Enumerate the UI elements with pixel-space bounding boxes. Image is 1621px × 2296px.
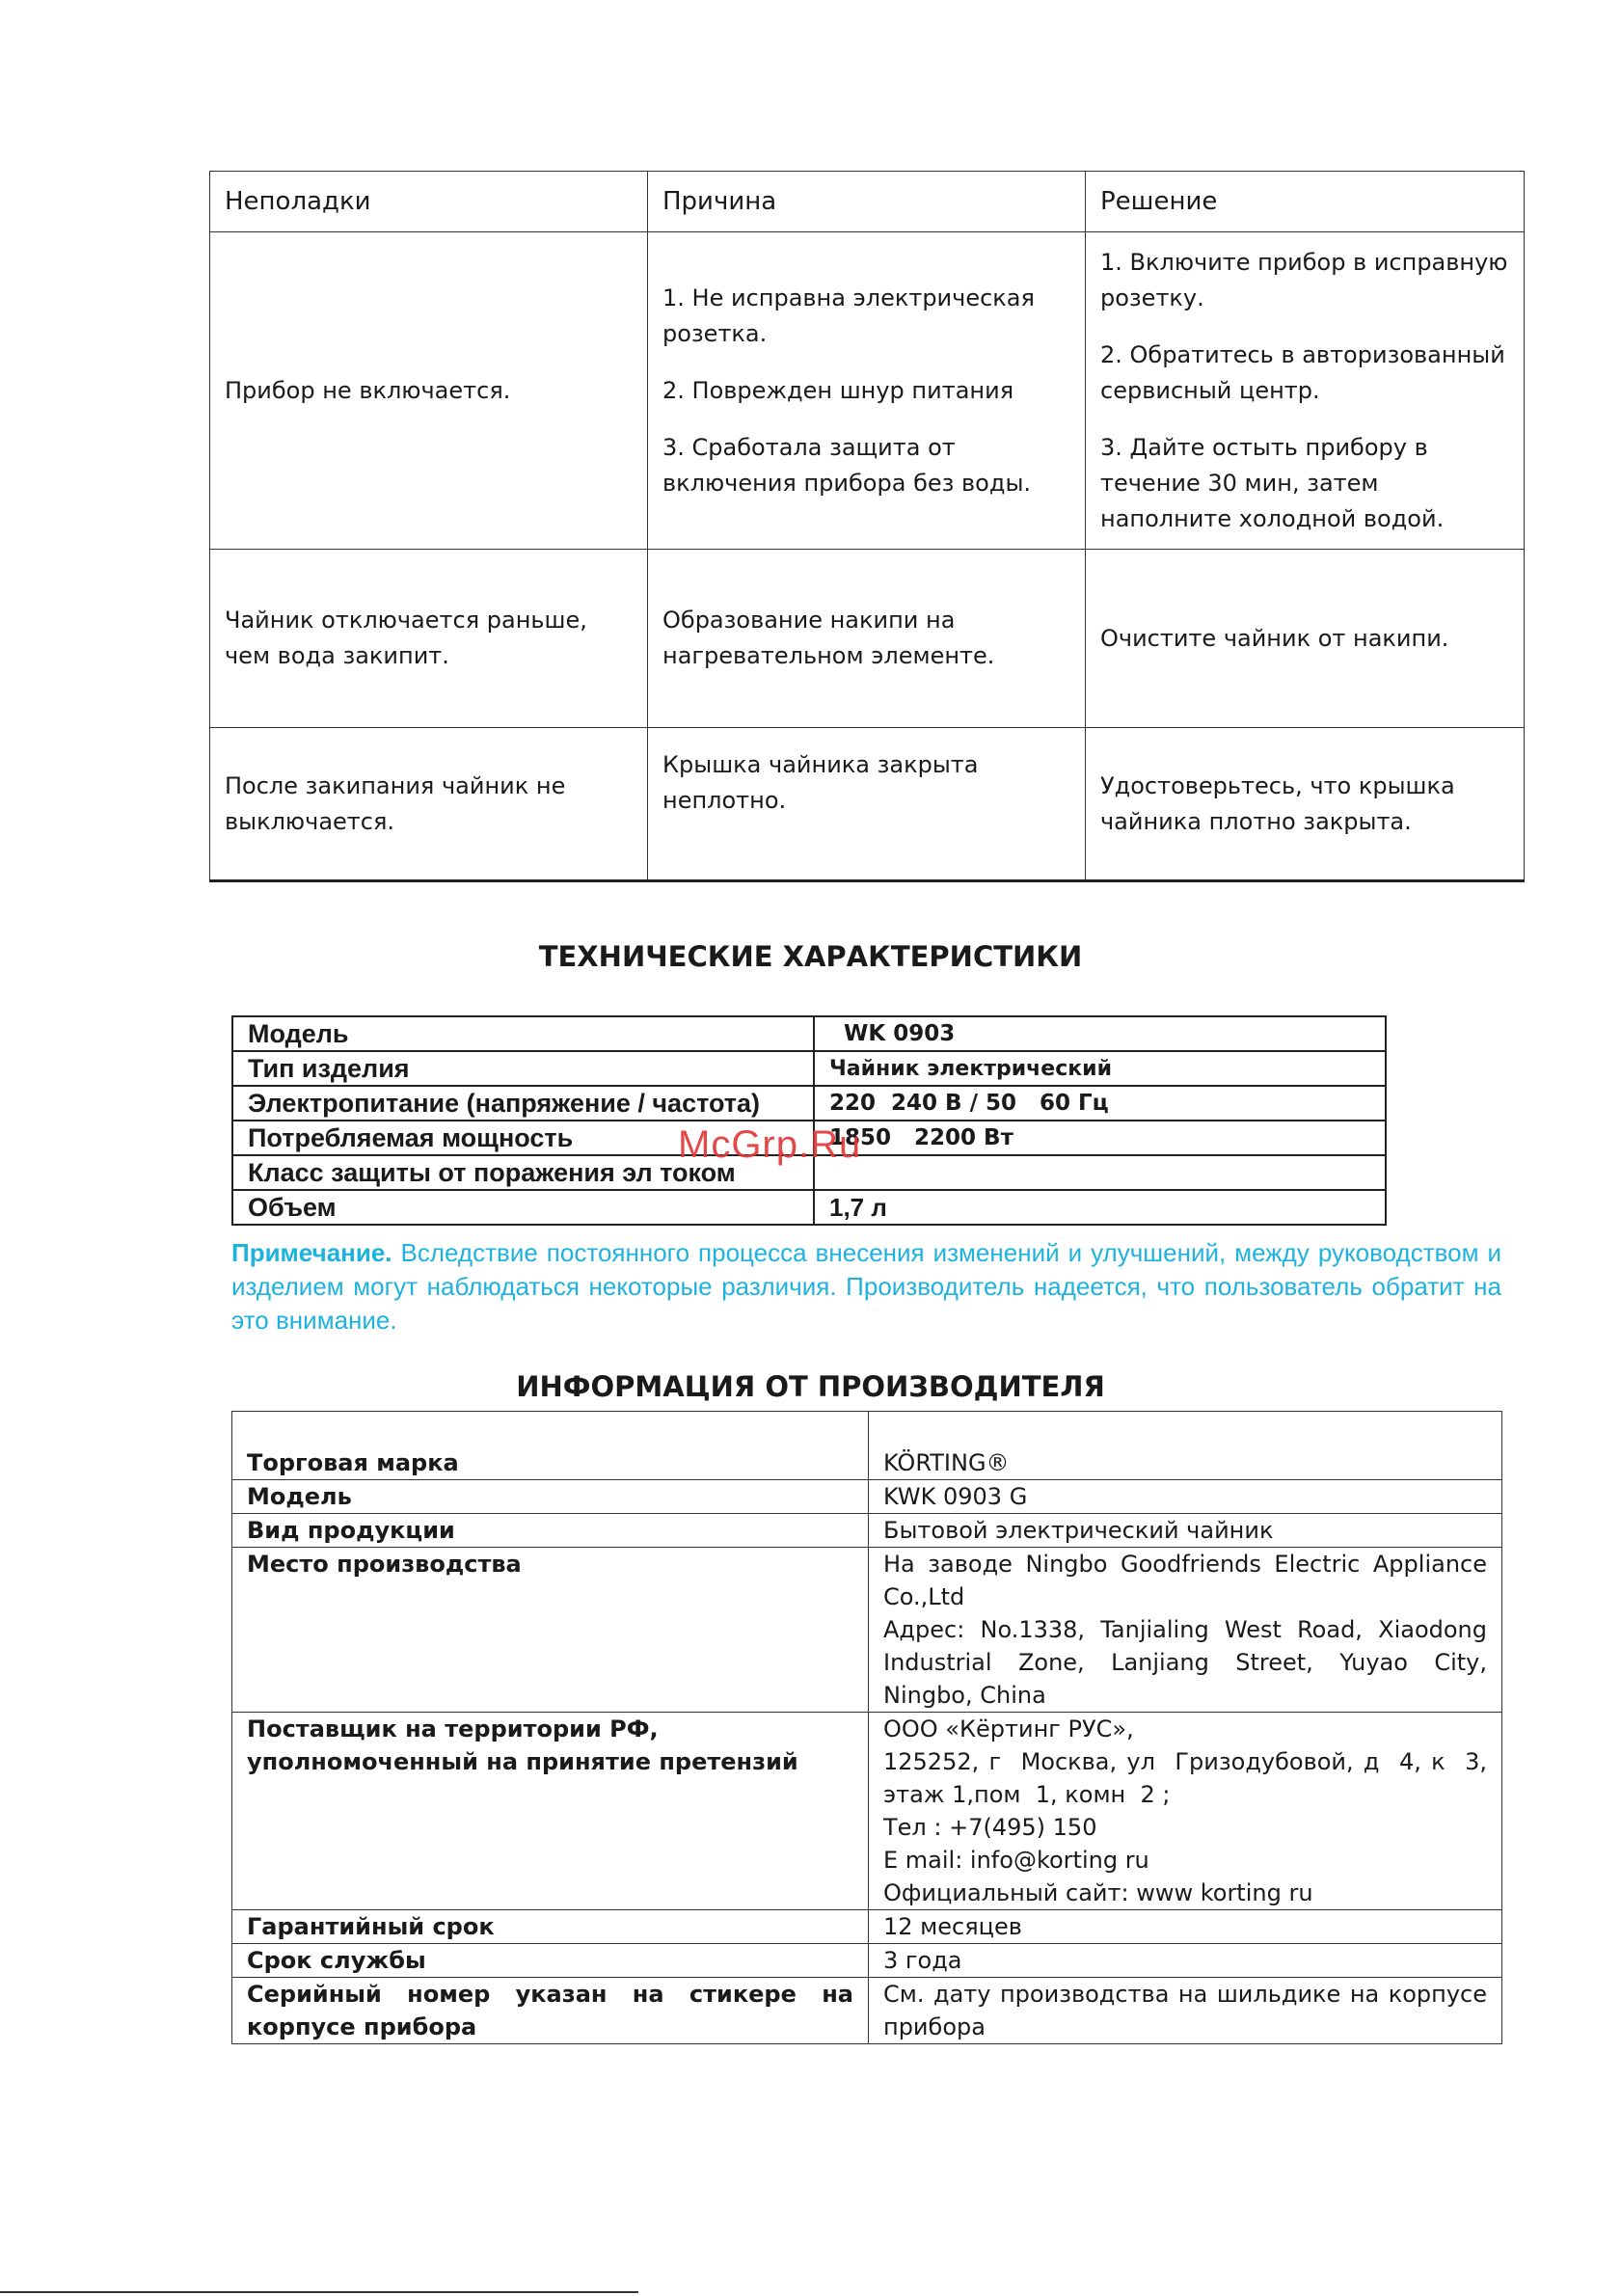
table-row — [210, 232, 1525, 550]
spec-label: Потребляемая мощность — [232, 1121, 814, 1155]
table-row — [232, 1016, 1386, 1051]
solution-cell — [1086, 232, 1525, 550]
specs-title: ТЕХНИЧЕСКИЕ ХАРАКТЕРИСТИКИ — [538, 940, 1083, 973]
spec-value: 220 240 В / 50 60 Гц — [814, 1086, 1386, 1121]
cause-item: 2. Поврежден шнур питания — [662, 376, 1014, 404]
info-value: 12 месяцев — [869, 1910, 1502, 1944]
specs-table — [231, 1015, 1387, 1226]
cause-text: Крышка чайника закрыта неплотно. — [662, 751, 979, 814]
table-header-row — [210, 172, 1525, 232]
spec-label: Модель — [232, 1016, 814, 1051]
info-value: 3 года — [869, 1944, 1502, 1978]
manufacturer-title: ИНФОРМАЦИЯ ОТ ПРОИЗВОДИТЕЛЯ — [516, 1370, 1105, 1403]
problem-cell — [210, 728, 648, 881]
table-row — [232, 1190, 1386, 1225]
spec-value: 1850 2200 Вт — [814, 1121, 1386, 1155]
info-label: Место производства — [232, 1548, 869, 1713]
info-line: E mail: info@korting ru — [883, 1847, 1149, 1874]
header-solution: Решение — [1086, 172, 1525, 232]
info-label: Серийный номер указан на стикере на корпусе прибора — [232, 1978, 869, 2044]
problem-cell — [210, 550, 648, 728]
table-row — [232, 1051, 1386, 1086]
cause-cell — [648, 728, 1086, 881]
table-row — [232, 1412, 1502, 1480]
table-row — [210, 550, 1525, 728]
solution-cell — [1086, 550, 1525, 728]
info-label: Срок службы — [232, 1944, 869, 1978]
solution-item: 1. Включите прибор в исправную розетку. — [1100, 248, 1508, 311]
note-paragraph — [231, 1236, 1501, 1337]
spec-label: Объем — [232, 1190, 814, 1225]
problem-text: Чайник отключается раньше, чем вода закипит. — [225, 607, 587, 669]
solution-item: 2. Обратитесь в авторизованный сервисный центр. — [1100, 340, 1505, 404]
info-line: ООО «Кёртинг РУС», — [883, 1715, 1134, 1742]
header-cause: Причина — [648, 172, 1086, 232]
table-row — [232, 1978, 1502, 2044]
info-line: Тел : +7(495) 150 — [883, 1814, 1097, 1841]
info-line: Адрес: No.1338, Tanjialing West Road, Xiaodong Industrial Zone, Lanjiang Street, Yuyao City, Ningbo, China — [883, 1616, 1487, 1709]
table-row — [232, 1910, 1502, 1944]
cause-item: 1. Не исправна электрическая розетка. — [662, 284, 1035, 347]
info-line: На заводе Ningbo Goodfriends Electric Appliance Co.,Ltd — [883, 1551, 1487, 1610]
troubleshooting-table — [209, 171, 1525, 882]
table-row — [232, 1713, 1502, 1910]
info-value: KWK 0903 G — [869, 1480, 1502, 1514]
note-label: Примечание. — [231, 1238, 392, 1267]
info-line: Официальный сайт: www korting ru — [883, 1879, 1313, 1906]
spec-label: Класс защиты от поражения эл током — [232, 1155, 814, 1190]
info-value — [869, 1548, 1502, 1713]
solution-text: Удостоверьтесь, что крышка чайника плотно закрыта. — [1100, 771, 1455, 835]
spec-value: 1,7 л — [814, 1190, 1386, 1225]
table-row — [210, 728, 1525, 881]
note-text: Вследствие постоянного процесса внесения изменений и улучшений, между руководством и изделием могут наблюдаться некоторые различия. Производитель надеется, что пользователь обратит на это внимание. — [231, 1238, 1501, 1335]
manufacturer-table — [231, 1411, 1502, 2044]
info-value: Бытовой электрический чайник — [869, 1514, 1502, 1548]
info-line: 125252, г Москва, ул Гризодубовой, д 4, к 3, этаж 1,пом 1, комн 2 ; — [883, 1748, 1495, 1808]
table-row — [232, 1480, 1502, 1514]
table-row — [232, 1514, 1502, 1548]
spec-value — [814, 1155, 1386, 1190]
problem-cell — [210, 232, 648, 550]
spec-label: Тип изделия — [232, 1051, 814, 1086]
cause-cell — [648, 232, 1086, 550]
solution-cell — [1086, 728, 1525, 881]
table-row — [232, 1086, 1386, 1121]
info-label: Поставщик на территории РФ, уполномоченный на принятие претензий — [232, 1713, 869, 1910]
info-value: См. дату производства на шильдике на корпусе прибора — [869, 1978, 1502, 2044]
cause-text: Образование накипи на нагревательном элементе. — [662, 607, 995, 669]
table-row — [232, 1548, 1502, 1713]
spec-value: Чайник электрический — [814, 1051, 1386, 1086]
spec-label: Электропитание (напряжение / частота) — [232, 1086, 814, 1121]
solution-item: 3. Дайте остыть прибору в течение 30 мин, затем наполните холодной водой. — [1100, 433, 1445, 532]
info-value: KÖRTING® — [869, 1412, 1502, 1480]
info-label: Гарантийный срок — [232, 1910, 869, 1944]
problem-text: Прибор не включается. — [225, 376, 511, 404]
header-problem: Неполадки — [210, 172, 648, 232]
spec-value: WK 0903 — [814, 1016, 1386, 1051]
solution-text: Очистите чайник от накипи. — [1100, 624, 1449, 652]
table-row — [232, 1944, 1502, 1978]
info-label: Торговая марка — [232, 1412, 869, 1480]
cause-cell — [648, 550, 1086, 728]
info-value — [869, 1713, 1502, 1910]
info-label: Вид продукции — [232, 1514, 869, 1548]
footer-divider — [0, 2291, 638, 2293]
cause-item: 3. Сработала защита от включения прибора без воды. — [662, 433, 1032, 497]
watermark: McGrp.Ru — [678, 1123, 862, 1166]
info-label: Модель — [232, 1480, 869, 1514]
problem-text: После закипания чайник не выключается. — [225, 771, 566, 835]
